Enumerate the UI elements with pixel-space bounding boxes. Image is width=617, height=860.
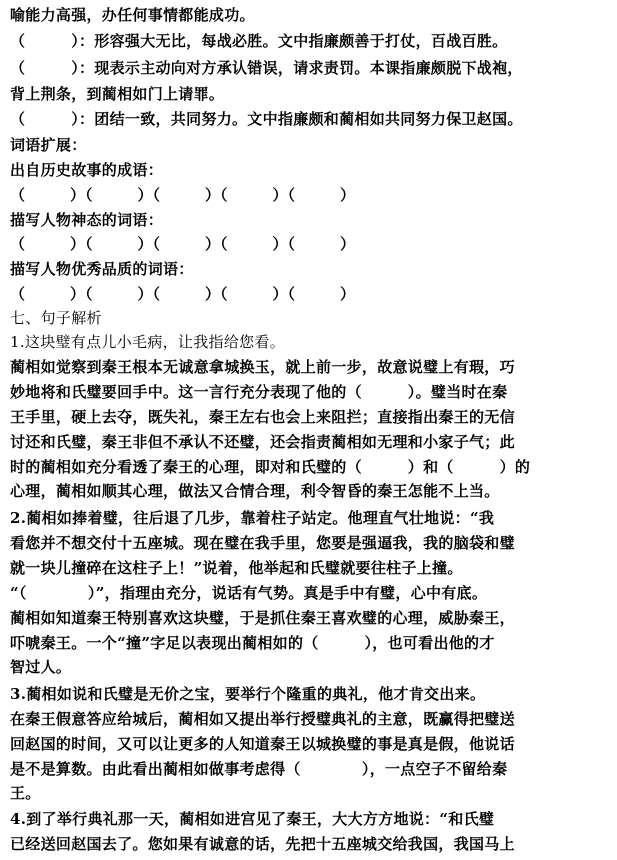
text-line: （ ）：团结一致，共同努力。文中指廉颇和蔺相如共同努力保卫赵国。 [10,110,523,128]
blank-row: （ ）（ ）（ ）（ ）（ ） [10,186,356,204]
text-line: （ ）：现表示主动向对方承认错误，请求责罚。本课指廉颇脱下战袍， [10,59,523,77]
text-line: 描写人物优秀品质的词语： [10,260,194,278]
text-line: （ ）：形容强大无比，每战必胜。文中指廉颇善于打仗，百战百胜。 [10,32,508,50]
text-line: 蔺相如觉察到秦王根本无诚意拿城换玉，就上前一步，故意说璧上有瑕，巧 [10,358,515,376]
sentence-item: 1.这块璧有点儿小毛病，让我指给您看。 [10,333,286,351]
text-line: 王手里，硬上去夺，既失礼，秦王左右也会上来阻拦；直接指出秦王的无信 [10,408,515,426]
text-line: 时的蔺相如充分看透了秦王的心理，即对和氏璧的（ ）和（ ）的 [10,458,531,476]
text-line: 回赵国的时间，又可以让更多的人知道秦王以城换璧的事是真是假，他说话 [10,735,515,753]
text-line: 王。 [10,784,41,802]
text-line: 心理，蔺相如顺其心理，做法又合情合理，利令智昏的秦王怎能不上当。 [10,482,500,500]
sentence-item: 2.蔺相如捧着璧，往后退了几步，靠着柱子站定。他理直气壮地说：“我 [10,509,495,527]
sentence-item: 3.蔺相如说和氏璧是无价之宝，要举行个隆重的典礼，他才肯交出来。 [10,685,486,703]
blank-row: （ ）（ ）（ ）（ ）（ ） [10,235,356,253]
text-line: 背上荆条，到蔺相如门上请罪。 [10,85,225,103]
section-heading: 七、句子解析 [10,309,102,327]
sentence-item: 4.到了举行典礼那一天，蔺相如进宫见了秦王，大大方方地说：“和氏璧 [10,810,495,828]
text-line: 在秦王假意答应给城后，蔺相如又提出举行授璧典礼的主意，既赢得把璧送 [10,710,515,728]
text-line: 蔺相如知道秦王特别喜欢这块璧，于是抓住秦王喜欢璧的心理，威胁秦王， [10,609,515,627]
text-line: 智过人。 [10,658,72,676]
text-line: 已经送回赵国去了。您如果有诚意的话，先把十五座城交给我国，我国马上 [10,835,515,853]
text-line: 吓唬秦王。一个“撞”字足以表现出蔺相如的（ ），也可看出他的才 [10,634,495,652]
text-line: 描写人物神态的词语： [10,211,164,229]
text-line: 妙地将和氏璧要回手中。这一言行充分表现了他的（ ）。璧当时在秦 [10,383,508,401]
text-line: 就一块儿撞碎在这柱子上！”说着，他举起和氏璧就要往柱子上撞。 [10,559,463,577]
text-line: “（ ）”，指理由充分，说话有气势。真是手中有璧，心中有底。 [10,584,488,602]
text-line: 是不是算数。由此看出蔺相如做事考虑得（ ），一点空子不留给秦 [10,760,508,778]
text-line: 词语扩展： [10,136,87,154]
text-line: 出自历史故事的成语： [10,161,164,179]
text-line: 讨还和氏璧，秦王非但不承认不还璧，还会指责蔺相如无理和小家子气；此 [10,433,515,451]
text-line: 喻能力高强，办任何事情都能成功。 [10,6,255,24]
blank-row: （ ）（ ）（ ）（ ）（ ） [10,285,356,303]
text-line: 看您并不想交付十五座城。现在璧在我手里，您要是强逼我，我的脑袋和璧 [10,534,515,552]
